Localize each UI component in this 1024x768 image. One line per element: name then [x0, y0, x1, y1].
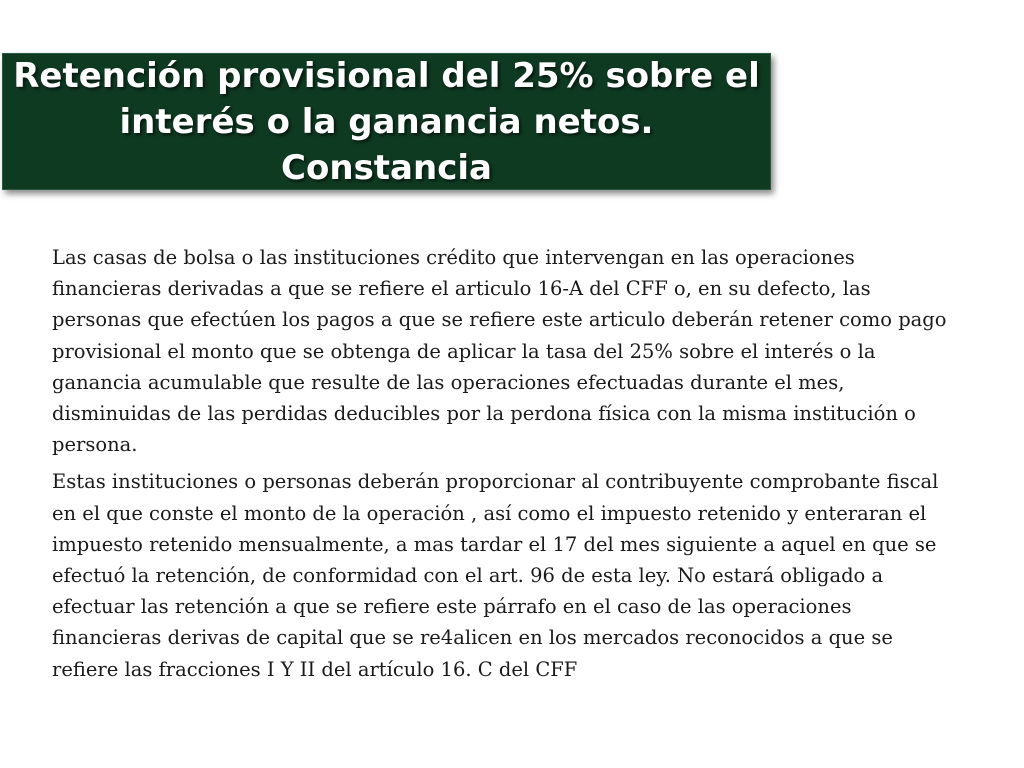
- paragraph-line: financieras derivadas a que se refiere el articulo 16-A del CFF o, en su defecto, las: [52, 277, 871, 301]
- paragraph-line: efectuó la retención, de conformidad con el art. 96 de esta ley. No estará obligado a: [52, 564, 884, 588]
- paragraph-line: Las casas de bolsa o las instituciones crédito que intervengan en las operaciones: [52, 246, 855, 269]
- paragraph-1: [52, 242, 964, 460]
- paragraph-line: disminuidas de las perdidas deducibles por la perdona física con la misma institución o: [52, 402, 916, 426]
- paragraph-line: impuesto retenido mensualmente, a mas tardar el 17 del mes siguiente a aquel en que se: [52, 532, 937, 556]
- paragraph-line: refiere las fracciones I Y II del artículo 16. C del CFF: [52, 657, 578, 681]
- slide-title: [3, 53, 770, 191]
- title-banner: [2, 53, 771, 190]
- paragraph-2: [52, 466, 964, 684]
- paragraph-line: ganancia acumulable que resulte de las operaciones efectuadas durante el mes,: [52, 370, 845, 394]
- paragraph-line: financieras derivas de capital que se re4alicen en los mercados reconocidos a que se: [52, 626, 893, 650]
- paragraph-line: persona.: [52, 433, 138, 457]
- title-line-1: Retención provisional del 25% sobre el: [13, 55, 760, 96]
- paragraph-line: en el que conste el monto de la operación , así como el impuesto retenido y enteraran el: [52, 501, 927, 525]
- paragraph-line: personas que efectúen los pagos a que se refiere este articulo deberán retener como pago: [52, 308, 947, 332]
- body-text: [52, 242, 964, 685]
- paragraph-line: efectuar las retención a que se refiere este párrafo en el caso de las operaciones: [52, 595, 852, 619]
- paragraph-line: provisional el monto que se obtenga de aplicar la tasa del 25% sobre el interés o la: [52, 339, 876, 363]
- paragraph-line: Estas instituciones o personas deberán proporcionar al contribuyente comprobante fiscal: [52, 470, 939, 494]
- title-line-2: interés o la ganancia netos. Constancia: [119, 101, 654, 188]
